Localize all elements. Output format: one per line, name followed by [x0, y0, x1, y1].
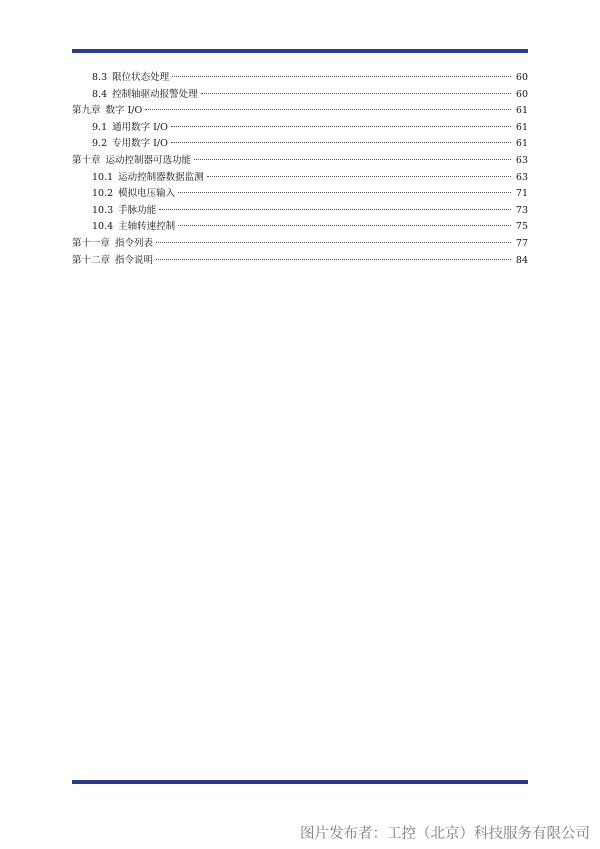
toc-dot-leader	[201, 93, 511, 94]
toc-entry-title: 指令列表	[115, 237, 154, 249]
toc-dot-leader	[145, 109, 511, 110]
toc-entry-title: 数字 I/O	[105, 105, 143, 117]
toc-entry-page: 63	[515, 171, 528, 183]
toc-entry-page: 73	[515, 204, 528, 216]
toc-entry[interactable]	[72, 103, 528, 120]
toc-entry-page: 61	[515, 138, 528, 150]
toc-entry-page: 61	[515, 121, 528, 133]
toc-entry-number: 8.4	[92, 88, 108, 100]
publisher-credit: 图片发布者：工控（北京）科技服务有限公司	[300, 826, 590, 842]
toc-entry-title: 手脉功能	[118, 204, 157, 216]
toc-entry[interactable]	[72, 203, 528, 220]
toc-entry-number: 9.1	[92, 121, 108, 133]
toc-entry-number: 10.3	[92, 204, 114, 216]
toc-entry-title: 限位状态处理	[112, 72, 170, 83]
toc-dot-leader	[159, 209, 511, 210]
toc-entry-number: 10.1	[92, 171, 114, 183]
toc-entry-number: 8.3	[92, 72, 108, 83]
toc-dot-leader	[172, 76, 511, 77]
toc-entry-title: 模拟电压输入	[118, 188, 176, 200]
header-rule	[72, 49, 528, 53]
toc-entry-number: 第十章	[72, 154, 101, 166]
toc-dot-leader	[156, 259, 511, 260]
toc-entry-title: 主轴转速控制	[118, 221, 176, 233]
toc-entry-title: 运动控制器数据监测	[118, 171, 204, 183]
toc-dot-leader	[171, 142, 511, 143]
toc-entry-page: 60	[515, 72, 528, 83]
toc-entry-title: 专用数字 I/O	[112, 138, 168, 150]
toc-entry[interactable]	[72, 87, 528, 104]
toc-entry-page: 60	[515, 88, 528, 100]
toc-entry-page: 77	[515, 237, 528, 249]
toc-entry[interactable]	[72, 186, 528, 203]
toc-entry-number: 10.2	[92, 188, 114, 200]
toc-entry-page: 63	[515, 154, 528, 166]
toc-entry[interactable]	[72, 120, 528, 137]
toc-dot-leader	[178, 225, 511, 226]
toc-entry-number: 第十二章	[72, 254, 111, 266]
toc-dot-leader	[194, 159, 511, 160]
toc-entry[interactable]	[72, 70, 528, 87]
toc-entry[interactable]	[72, 170, 528, 187]
toc-entry-title: 指令说明	[115, 254, 154, 266]
toc-dot-leader	[156, 242, 511, 243]
toc-entry[interactable]	[72, 136, 528, 153]
toc-dot-leader	[178, 192, 511, 193]
toc-entry[interactable]	[72, 219, 528, 236]
toc-entry[interactable]	[72, 236, 528, 253]
toc-dot-leader	[207, 176, 511, 177]
toc-entry-number: 第九章	[72, 105, 101, 117]
toc-entry-page: 84	[515, 254, 528, 266]
toc-entry[interactable]	[72, 153, 528, 170]
toc-entry-page: 71	[515, 188, 528, 200]
toc-entry-title: 运动控制器可选功能	[105, 154, 192, 166]
footer-rule	[72, 780, 528, 784]
toc-entry[interactable]	[72, 253, 528, 270]
toc-entry-number: 10.4	[92, 221, 114, 233]
toc-entry-number: 9.2	[92, 138, 108, 150]
toc-entry-page: 61	[515, 105, 528, 117]
toc-dot-leader	[171, 126, 511, 127]
table-of-contents	[72, 70, 528, 269]
toc-entry-title: 控制轴驱动报警处理	[112, 88, 198, 100]
toc-entry-title: 通用数字 I/O	[112, 121, 168, 133]
toc-entry-number: 第十一章	[72, 237, 111, 249]
toc-entry-page: 75	[515, 221, 528, 233]
